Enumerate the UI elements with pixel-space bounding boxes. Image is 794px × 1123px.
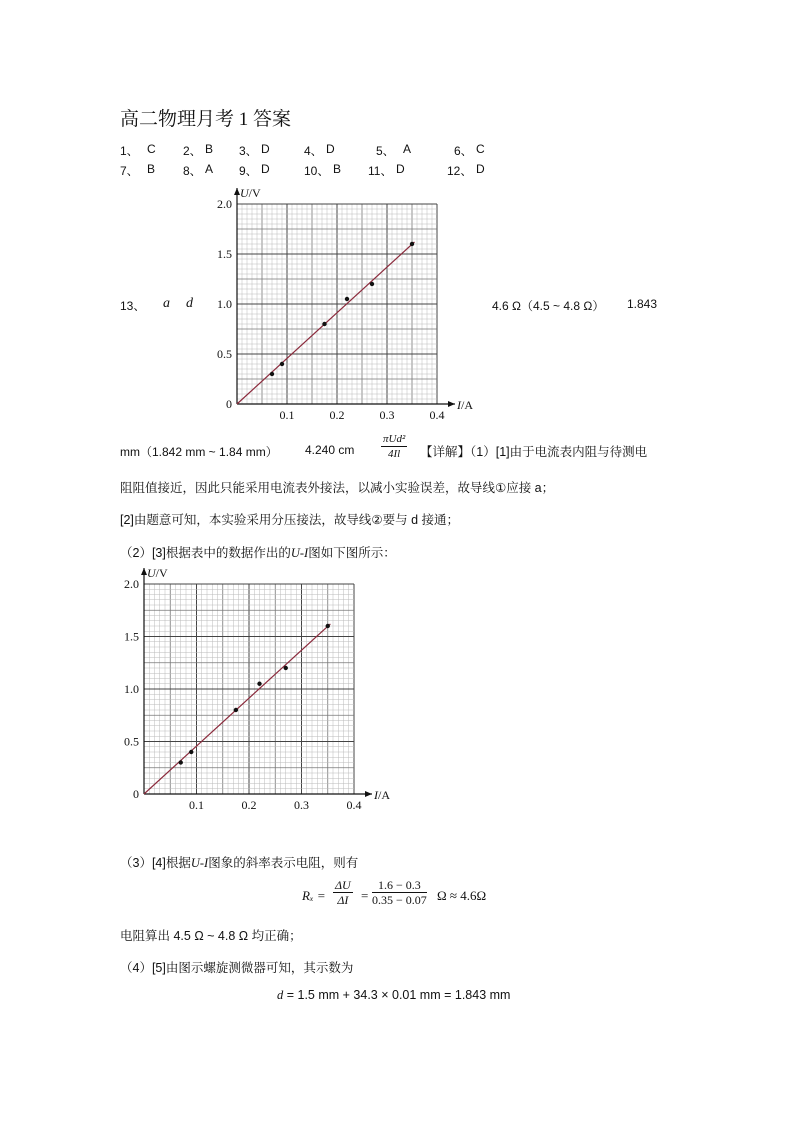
final-equation-text: = 1.5 mm + 34.3 × 0.01 mm = 1.843 mm <box>283 988 511 1002</box>
x-tick-label: 0.3 <box>379 408 395 420</box>
y-tick-label: 2.0 <box>217 197 232 211</box>
y-tick-label: 0 <box>133 787 139 801</box>
data-point <box>370 282 374 286</box>
x-axis-arrow <box>365 791 372 797</box>
para4-text: （3）[4]根据 <box>120 856 191 870</box>
explanation-paragraph-3 <box>120 543 396 561</box>
q13-resistance: 4.6 Ω（4.5 ~ 4.8 Ω） <box>492 299 605 313</box>
y-tick-label: 0.5 <box>124 734 139 749</box>
u-i-chart-bottom <box>112 562 402 810</box>
equation-fraction-2-den: 0.35 − 0.07 <box>372 893 427 907</box>
data-point <box>326 624 330 628</box>
u-i-chart-top <box>205 183 495 420</box>
answer-choice: D <box>261 162 270 176</box>
data-point <box>322 322 326 326</box>
q13-diameter: 1.843 <box>627 297 658 311</box>
data-point <box>280 362 284 366</box>
q13-diameter-range: mm（1.842 mm ~ 1.84 mm） <box>120 445 278 459</box>
y-tick-label: 0 <box>226 397 232 411</box>
answer-number: 11、 <box>368 164 393 178</box>
y-axis-label: U/V <box>147 566 168 580</box>
q13-label: 13、 <box>120 299 146 313</box>
data-point <box>234 708 238 712</box>
equation-fraction-1 <box>333 878 353 907</box>
x-axis-label: I/A <box>374 788 390 802</box>
data-point <box>179 760 183 764</box>
x-tick-label: 0.3 <box>294 798 309 810</box>
equation-fraction-1-num: ΔU <box>335 878 351 892</box>
answer-choice: C <box>147 142 156 156</box>
answer-number: 6、 <box>454 144 473 158</box>
para4-ui-var: U-I <box>190 856 209 870</box>
resistivity-formula-denominator: 4Il <box>388 448 401 460</box>
x-tick-label: 0.1 <box>279 408 295 420</box>
resistivity-formula-numerator: πUd² <box>383 433 406 445</box>
equation-fraction-2-num: 1.6 − 0.3 <box>372 878 427 893</box>
para3-text: （2）[3]根据表中的数据作出的 <box>120 546 291 560</box>
answer-choice: D <box>396 162 405 176</box>
x-tick-label: 0.2 <box>329 408 345 420</box>
answer-choice: A <box>403 142 412 156</box>
data-point <box>257 682 261 686</box>
para4-text-end: 图象的斜率表示电阻，则有 <box>208 856 359 870</box>
equation-rhs: Ω ≈ 4.6Ω <box>437 888 487 903</box>
answer-number: 8、 <box>183 164 202 178</box>
chart-grid <box>237 204 437 404</box>
y-axis-label: U/V <box>240 186 261 200</box>
q13-blank-a: a <box>163 296 170 311</box>
explanation-paragraph-4 <box>120 853 358 871</box>
detail-line-start <box>420 442 647 460</box>
final-equation <box>277 988 510 1003</box>
q13-blank-d: d <box>186 296 193 311</box>
y-tick-label: 1.0 <box>124 682 139 696</box>
detail-tag: 【详解】 <box>420 445 471 459</box>
equation-fraction-1-den: ΔI <box>337 893 349 907</box>
data-point <box>270 372 274 376</box>
equation-equals: = <box>361 888 369 903</box>
y-tick-label: 0.5 <box>217 347 232 361</box>
answer-choice: D <box>476 162 485 176</box>
x-tick-label: 0.1 <box>189 798 204 810</box>
answer-number: 3、 <box>239 144 258 158</box>
explanation-paragraph-2: [2]由题意可知，本实验采用分压接法，故导线②要与 d 接通； <box>120 513 460 527</box>
answer-choice: C <box>476 142 485 156</box>
answer-number: 5、 <box>376 144 395 158</box>
equation-fraction-2 <box>372 878 427 907</box>
answer-number: 7、 <box>120 164 139 178</box>
data-point <box>189 750 193 754</box>
x-tick-label: 0.4 <box>346 798 362 810</box>
answer-choice: B <box>147 162 156 176</box>
resistivity-formula <box>381 432 407 461</box>
para3-text-end: 图如下图所示： <box>308 546 396 560</box>
answer-choice: B <box>333 162 342 176</box>
chart-grid <box>144 584 354 794</box>
data-point <box>410 242 414 246</box>
answer-choice: D <box>326 142 335 156</box>
x-tick-label: 0.4 <box>429 408 445 420</box>
answer-number: 4、 <box>304 144 323 158</box>
data-point <box>284 666 288 670</box>
answer-choice: A <box>205 162 214 176</box>
answer-number: 9、 <box>239 164 258 178</box>
para3-ui-var: U-I <box>290 546 309 560</box>
x-tick-label: 0.2 <box>241 798 257 810</box>
data-point <box>345 297 349 301</box>
explanation-paragraph-5: 电阻算出 4.5 Ω ~ 4.8 Ω 均正确； <box>120 929 302 943</box>
answer-number: 10、 <box>304 164 330 178</box>
equation-lhs: Rₓ = <box>302 888 326 903</box>
x-axis-label: I/A <box>457 398 473 412</box>
x-axis-arrow <box>448 401 455 407</box>
y-tick-label: 1.5 <box>124 629 139 644</box>
page-title: 高二物理月考 1 答案 <box>120 109 292 130</box>
y-tick-label: 1.5 <box>217 247 232 261</box>
answer-number: 2、 <box>183 144 202 158</box>
answer-choice: B <box>205 142 214 156</box>
detail-part-1: （1）[1]由于电流表内阻与待测电 <box>470 445 648 459</box>
answer-number: 12、 <box>447 164 473 178</box>
explanation-paragraph-1: 阻阻值接近，因此只能采用电流表外接法，以减小实验误差，故导线①应接 a； <box>120 481 555 495</box>
answer-number: 1、 <box>120 144 139 158</box>
final-var-d: d <box>277 988 284 1002</box>
q13-length: 4.240 cm <box>305 443 355 457</box>
answer-choice: D <box>261 142 270 156</box>
explanation-paragraph-6: （4）[5]由图示螺旋测微器可知，其示数为 <box>120 961 354 975</box>
y-tick-label: 1.0 <box>217 297 232 311</box>
y-tick-label: 2.0 <box>124 577 139 591</box>
